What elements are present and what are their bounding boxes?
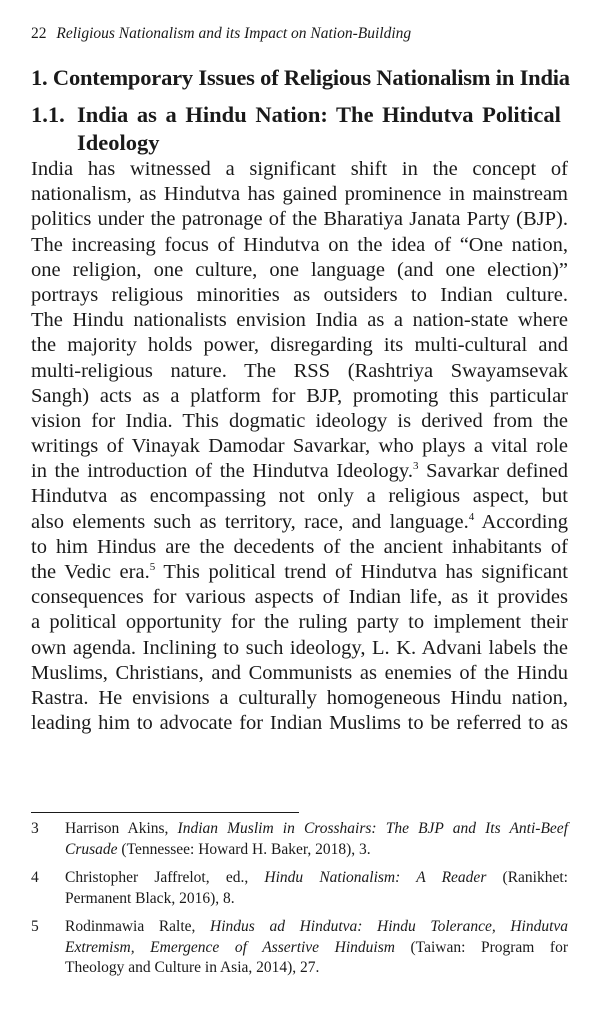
body-line: The increasing focus of Hindutva on the idea of “One nation,: [31, 233, 568, 256]
body-line: writings of Vinayak Damodar Savarkar, who plays a vital role: [31, 435, 568, 458]
body-line: politics under the patronage of the Bharatiya Janata Party (BJP).: [31, 208, 568, 231]
footnote-number: 5: [31, 918, 39, 935]
running-title: Religious Nationalism and its Impact on Nation-Building: [56, 25, 412, 42]
body-text: also elements such as territory, race, and language.: [31, 510, 469, 533]
footnote-5: [31, 917, 568, 979]
footnote-author: Christopher Jaffrelot, ed.,: [65, 869, 265, 886]
page-number: 22: [31, 25, 47, 42]
footnote-title: Crusade: [65, 840, 118, 858]
body-line: Sangh) acts as a platform for BJP, promoting this particular: [31, 384, 568, 407]
body-line: India has witnessed a significant shift in the concept of: [31, 158, 568, 180]
footnote-line: Theology and Culture in Asia, 2014), 27.: [65, 959, 320, 976]
footnote-line: [65, 819, 568, 840]
footnote-4: [31, 868, 568, 909]
footnote-ref-4[interactable]: 4: [468, 510, 475, 523]
footnotes: [31, 819, 568, 987]
footnote-ref-3[interactable]: 3: [412, 460, 419, 473]
subsection-title-line-1: India as a Hindu Nation: The Hindutva Political: [77, 102, 561, 127]
body-text: This political trend of Hindutva has significant: [155, 561, 568, 583]
footnote-line: [65, 917, 568, 938]
body-paragraph: [31, 157, 568, 736]
body-text: According: [474, 510, 568, 533]
body-line: own agenda. Inclining to such ideology, L. K. Advani labels the: [31, 636, 568, 659]
body-line-with-ref: [31, 560, 568, 585]
footnote-number: 4: [31, 869, 39, 886]
body-line: consequences for various aspects of Indian life, as it provides: [31, 586, 568, 609]
footnote-title: Hindus ad Hindutva: Hindu Tolerance, Hindutva: [210, 918, 569, 935]
footnote-line: [65, 868, 568, 889]
section-heading: 1. Contemporary Issues of Religious Nationalism in India: [31, 65, 570, 90]
body-line: leading him to advocate for Indian Muslims to be referred to as: [31, 712, 568, 735]
footnote-line: Permanent Black, 2016), 8.: [65, 889, 235, 907]
footnote-3: [31, 819, 568, 860]
body-line: multi-religious nature. The RSS (Rashtriya Swayamsevak: [31, 359, 568, 382]
running-header: [31, 25, 411, 43]
footnote-author: Harrison Akins,: [65, 820, 178, 837]
footnote-line: [65, 840, 568, 861]
body-line: Rastra. He envisions a culturally homogeneous Hindu nation,: [31, 686, 568, 709]
body-line-with-ref: [31, 459, 568, 484]
body-line: nationalism, as Hindutva has gained prominence in mainstream: [31, 183, 568, 206]
body-line: Muslims, Christians, and Communists as enemies of the Hindu: [31, 661, 568, 684]
footnote-line: [65, 938, 568, 959]
footnote-publication: (Ranikhet:: [486, 869, 568, 886]
body-line-with-ref: [31, 510, 568, 535]
subsection-heading: [31, 101, 571, 157]
body-line: vision for India. This dogmatic ideology is derived from the: [31, 409, 568, 432]
footnote-title: Extremism, Emergence of Assertive Hinduism: [65, 938, 395, 956]
body-text: Savarkar defined: [418, 460, 568, 483]
footnote-number: 3: [31, 820, 39, 837]
footnote-ref-5[interactable]: 5: [149, 561, 156, 574]
body-text: the Vedic era.: [31, 561, 150, 583]
body-line: The Hindu nationalists envision India as a nation-state where: [31, 309, 568, 332]
subsection-number: 1.1.: [31, 102, 65, 127]
footnote-publication: (Tennessee: Howard H. Baker, 2018), 3.: [117, 840, 371, 858]
subsection-title-line-2: Ideology: [77, 130, 160, 155]
footnote-title: Indian Muslim in Crosshairs: The BJP and Its Anti-Beef: [177, 820, 568, 837]
footnote-title: Hindu Nationalism: A Reader: [264, 869, 487, 886]
footnote-publication: (Taiwan: Program for: [394, 938, 568, 956]
footnote-author: Rodinmawia Ralte,: [65, 918, 211, 935]
body-line: to him Hindus are the decedents of the ancient inhabitants of: [31, 535, 568, 558]
body-line: portrays religious minorities as outsiders to Indian culture.: [31, 283, 568, 306]
body-line: the majority holds power, disregarding its multi-cultural and: [31, 334, 568, 357]
body-line: one religion, one culture, one language (and one election)”: [31, 258, 568, 281]
body-line: Hindutva as encompassing not only a religious aspect, but: [31, 485, 568, 508]
body-line: a political opportunity for the ruling party to implement their: [31, 611, 568, 634]
footnote-separator: [31, 812, 299, 813]
body-text: in the introduction of the Hindutva Ideology.: [31, 460, 413, 483]
